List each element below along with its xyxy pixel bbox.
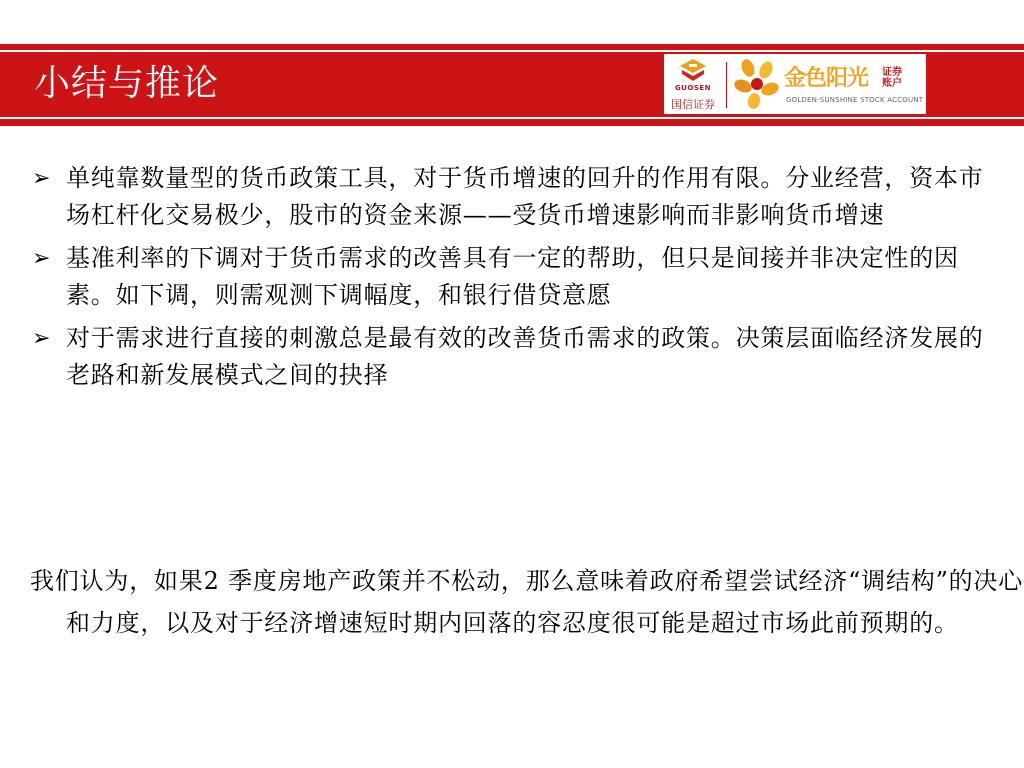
golden-sunshine-logo	[734, 58, 924, 112]
page-title: 小结与推论	[34, 63, 220, 104]
bullet-item	[30, 240, 990, 314]
conclusion-paragraph: 我们认为，如果2 季度房地产政策并不松动，那么意味着政府希望尝试经济“调结构”的决心和力度，以及对于经济增速短时期内回落的容忍度很可能是超过市场此前预期的。	[30, 567, 1024, 637]
header-divider-top	[0, 50, 1024, 52]
golden-sunshine-subtitle	[882, 67, 912, 89]
golden-sunshine-name: 金色阳光	[784, 66, 869, 91]
guosen-logo-latin: GUOSEN	[674, 84, 712, 92]
bullet-text: 对于需求进行直接的刺激总是最有效的改善货币需求的政策。决策层面临经济发展的老路和新发展模式之间的抉择	[66, 324, 984, 389]
bullet-text: 基准利率的下调对于货币需求的改善具有一定的帮助，但只是间接并非决定性的因素。如下调，则需观测下调幅度，和银行借贷意愿	[66, 244, 959, 309]
sun-icon	[734, 58, 780, 110]
bullet-arrow-icon: ➢	[32, 246, 52, 271]
golden-sunshine-subtitle-line2: 账户	[882, 78, 902, 89]
bullet-text: 单纯靠数量型的货币政策工具，对于货币增速的回升的作用有限。分业经营，资本市场杠杆化交易极少，股市的资金来源——受货币增速影响而非影响货币增速	[66, 164, 984, 229]
bullet-arrow-icon: ➢	[32, 166, 52, 191]
golden-sunshine-subtitle-line1: 证券	[882, 67, 902, 78]
bullet-arrow-icon: ➢	[32, 326, 52, 351]
guosen-brand-icon	[678, 58, 708, 84]
golden-sunshine-latin: GOLDEN-SUNSHINE STOCK ACCOUNT	[786, 96, 924, 104]
logo-divider	[726, 62, 727, 108]
bullet-item	[30, 160, 990, 234]
bullet-list	[30, 160, 990, 400]
header-divider-bottom	[0, 117, 1024, 119]
guosen-logo-name: 国信证券	[671, 98, 715, 111]
guosen-logo	[670, 58, 716, 112]
bullet-item	[30, 320, 990, 394]
